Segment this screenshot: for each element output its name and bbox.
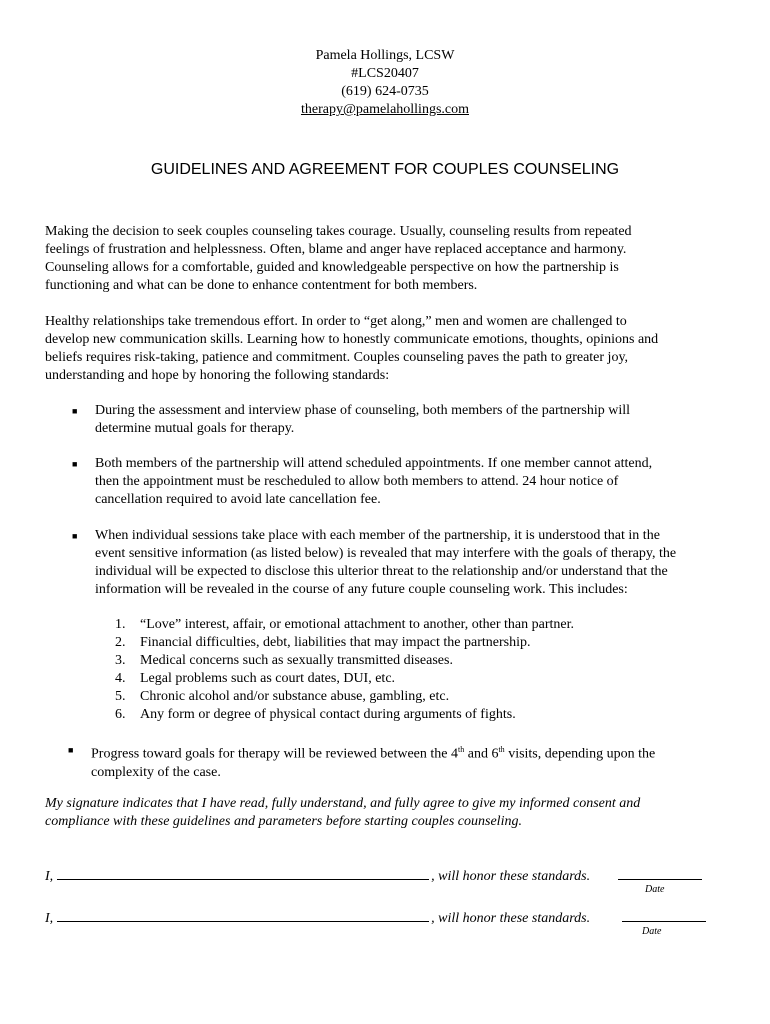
list-text: Legal problems such as court dates, DUI, etc. xyxy=(140,671,396,686)
bullet-icon: ■ xyxy=(72,406,78,416)
list-text: Any form or degree of physical contact during arguments of fights. xyxy=(140,707,516,722)
signature-field[interactable] xyxy=(57,908,429,922)
text-line: Both members of the partnership will attend scheduled appointments. If one member cannot attend, xyxy=(95,456,653,471)
text-line: cancellation required to avoid late cancellation fee. xyxy=(95,492,381,507)
bullet-item xyxy=(95,402,735,438)
text-segment: and 6 xyxy=(464,746,499,762)
text-line: then the appointment must be rescheduled to allow both members to attend. 24 hour notice of xyxy=(95,474,619,489)
text-line: determine mutual goals for therapy. xyxy=(95,421,295,436)
text-line: My signature indicates that I have read, fully understand, and fully agree to give my informed consent and xyxy=(45,796,641,811)
date-field[interactable] xyxy=(618,878,702,880)
signature-row xyxy=(45,908,735,928)
list-item xyxy=(115,652,715,670)
signature-row xyxy=(45,866,735,886)
intro-paragraph-2 xyxy=(45,313,735,385)
date-label: Date xyxy=(645,884,665,895)
list-number: 5. xyxy=(115,689,126,704)
phone-number: (619) 624-0735 xyxy=(341,84,429,99)
text-line: Making the decision to seek couples counseling takes courage. Usually, counseling results from repeated xyxy=(45,224,632,239)
superscript: th xyxy=(458,745,465,754)
list-text: Chronic alcohol and/or substance abuse, gambling, etc. xyxy=(140,689,450,704)
text-line: develop new communication skills. Learning how to honestly communicate emotions, thoughts, opinions and xyxy=(45,332,659,347)
text-line: feelings of frustration and helplessness. Often, blame and anger have replaced acceptance and harmony. xyxy=(45,242,627,257)
list-item xyxy=(115,670,715,688)
email-link[interactable]: therapy@pamelahollings.com xyxy=(300,102,469,117)
text-line xyxy=(91,741,731,764)
text-line: compliance with these guidelines and parameters before starting couples counseling. xyxy=(45,814,522,829)
text-line: Counseling allows for a comfortable, guided and knowledgeable perspective on how the partnership is xyxy=(45,260,619,275)
bullet-item xyxy=(95,527,735,599)
list-item xyxy=(115,706,715,724)
bullet-item xyxy=(91,741,731,782)
list-number: 6. xyxy=(115,707,126,722)
text-line: Healthy relationships take tremendous effort. In order to “get along,” men and women are challenged to xyxy=(45,314,627,329)
therapist-name: Pamela Hollings, LCSW xyxy=(315,48,455,63)
text-line: understanding and hope by honoring the following standards: xyxy=(45,368,390,383)
date-field[interactable] xyxy=(622,920,706,922)
list-item xyxy=(115,616,715,634)
list-text: Medical concerns such as sexually transmitted diseases. xyxy=(140,653,453,668)
text-line: functioning and what can be done to enhance contentment for both members. xyxy=(45,278,478,293)
license-number: #LCS20407 xyxy=(351,66,419,81)
text-line: individual will be expected to disclose this ulterior threat to the relationship and/or understand that the xyxy=(95,564,668,579)
bullet-icon: ■ xyxy=(72,531,78,541)
signature-prefix: I, xyxy=(45,869,54,884)
date-label: Date xyxy=(642,926,662,937)
list-number: 2. xyxy=(115,635,126,650)
text-line: During the assessment and interview phase of counseling, both members of the partnership will xyxy=(95,403,630,418)
signature-suffix: , will honor these standards. xyxy=(431,869,591,884)
text-line: information will be revealed in the course of any future couple counseling work. This includes: xyxy=(95,582,628,597)
letterhead xyxy=(0,47,770,119)
bullet-icon: ■ xyxy=(68,745,74,755)
bullet-item xyxy=(95,455,735,509)
text-segment: visits, depending upon the xyxy=(504,746,656,762)
signature-field[interactable] xyxy=(57,866,429,880)
text-line: event sensitive information (as listed below) is revealed that may interfere with the goals of therapy, the xyxy=(95,546,677,561)
list-number: 4. xyxy=(115,671,126,686)
signature-suffix: , will honor these standards. xyxy=(431,911,591,926)
numbered-list xyxy=(115,616,715,724)
text-line: When individual sessions take place with each member of the partnership, it is understood that in the xyxy=(95,528,660,543)
list-text: Financial difficulties, debt, liabilities that may impact the partnership. xyxy=(140,635,531,650)
document-title: GUIDELINES AND AGREEMENT FOR COUPLES COUNSELING xyxy=(150,161,620,178)
signature-prefix: I, xyxy=(45,911,54,926)
intro-paragraph-1 xyxy=(45,223,735,295)
consent-statement xyxy=(45,795,735,831)
bullet-icon: ■ xyxy=(72,459,78,469)
list-item xyxy=(115,688,715,706)
list-text: “Love” interest, affair, or emotional attachment to another, other than partner. xyxy=(140,617,574,632)
text-line: beliefs requires risk-taking, patience and commitment. Couples counseling paves the path to greater joy, xyxy=(45,350,629,365)
text-segment: Progress toward goals for therapy will be reviewed between the 4 xyxy=(91,746,458,762)
list-number: 3. xyxy=(115,653,126,668)
superscript: th xyxy=(498,745,505,754)
list-number: 1. xyxy=(115,617,126,632)
list-item xyxy=(115,634,715,652)
text-line: complexity of the case. xyxy=(91,764,221,780)
